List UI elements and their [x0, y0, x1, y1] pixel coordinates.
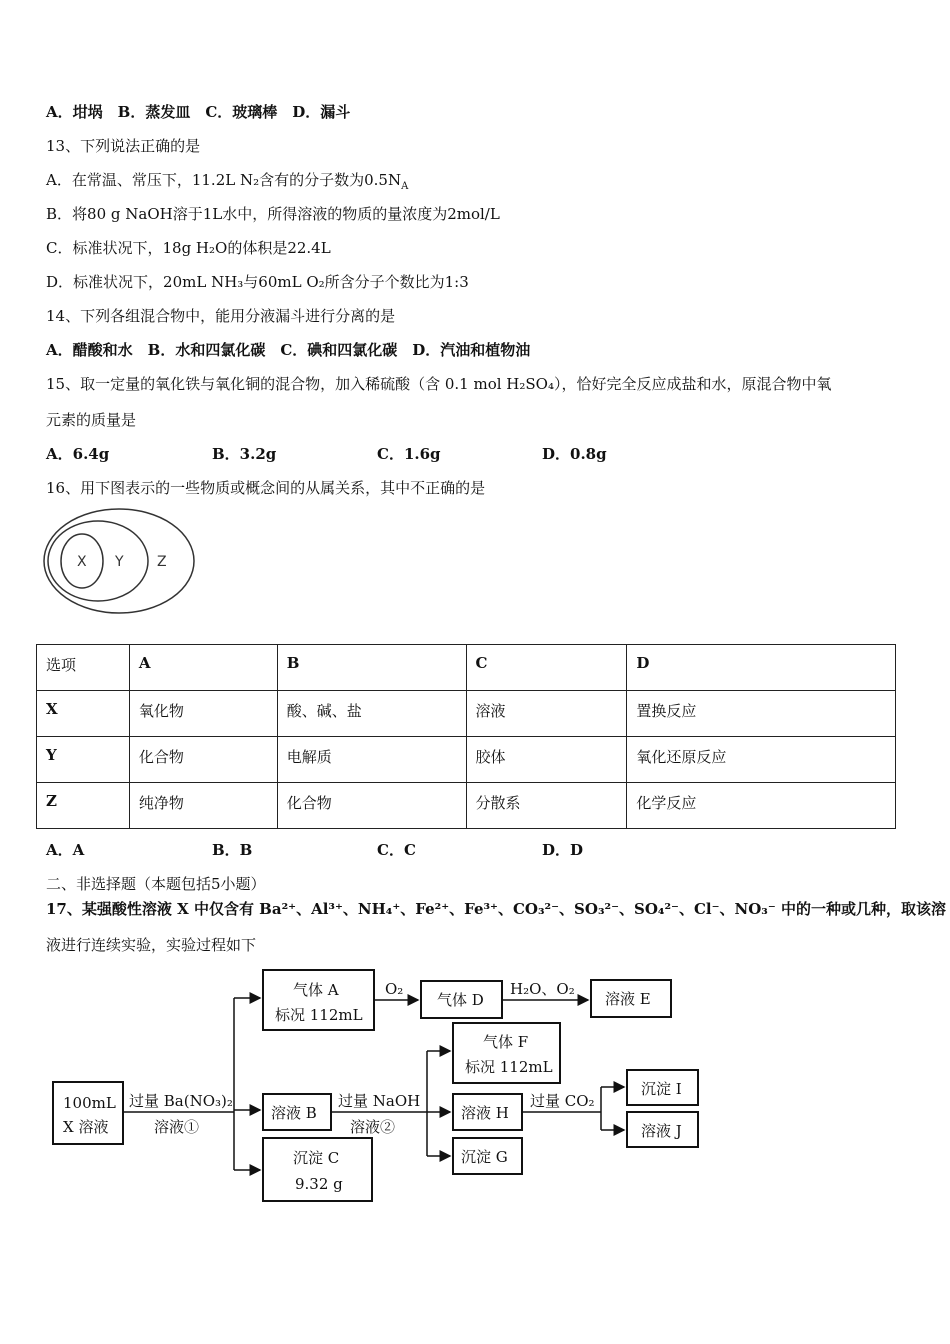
table-cell: 置换反应 — [627, 691, 896, 737]
q17-stem-line2: 液进行连续实验，实验过程如下 — [46, 936, 257, 954]
gas-f-label-1: 气体 F — [483, 1033, 529, 1051]
h2o-o2-label: H₂O、O₂ — [510, 980, 575, 998]
q15-option-a: A．6.4g — [46, 445, 110, 463]
venn-middle-ellipse — [48, 521, 148, 601]
co2-label: 过量 CO₂ — [530, 1092, 595, 1110]
table-cell: 氧化还原反应 — [627, 737, 896, 783]
q16-option-c: C．C — [377, 841, 416, 859]
q17-flowchart — [0, 960, 950, 1210]
gas-d-label: 气体 D — [437, 991, 484, 1009]
q13-option-b: B．将80 g NaOH溶于1L水中，所得溶液的物质的量浓度为2mol/L — [46, 205, 500, 223]
prec-c-label-1: 沉淀 C — [293, 1149, 340, 1167]
sol-b-label: 溶液 B — [271, 1104, 317, 1122]
q13-option-a-text: A．在常温、常压下，11.2L N₂含有的分子数为0.5N — [46, 171, 402, 189]
q16-option-a: A．A — [46, 841, 85, 859]
section2-heading: 二、非选择题（本题包括5小题） — [46, 875, 266, 893]
gas-a-label-1: 气体 A — [293, 981, 339, 999]
table-row — [37, 691, 896, 737]
q15-option-b: B．3.2g — [212, 445, 277, 463]
gas-a-label-2: 标况 112mL — [275, 1006, 363, 1024]
table-cell: 化合物 — [277, 783, 466, 829]
q15-stem-line1: 15、取一定量的氧化铁与氧化铜的混合物，加入稀硫酸（含 0.1 mol H₂SO₄），恰好完全反应成盐和水，原混合物中氧 — [46, 375, 832, 393]
table-cell: 溶液 — [466, 691, 627, 737]
sol-h-label: 溶液 H — [461, 1104, 509, 1122]
q15-option-d: D．0.8g — [542, 445, 607, 463]
q13-option-c: C．标准状况下，18g H₂O的体积是22.4L — [46, 239, 331, 257]
q16-stem: 16、用下图表示的一些物质或概念间的从属关系，其中不正确的是 — [46, 479, 486, 497]
q16-option-b: B．B — [212, 841, 253, 859]
venn-label-z: Z — [157, 554, 167, 570]
venn-label-y: Y — [115, 554, 124, 570]
table-cell: 酸、碱、盐 — [277, 691, 466, 737]
table-cell: 胶体 — [466, 737, 627, 783]
table-header-cell: C — [466, 645, 627, 691]
table-header-cell: 选项 — [37, 645, 130, 691]
start-label-2: X 溶液 — [63, 1118, 109, 1136]
table-cell: 纯净物 — [129, 783, 277, 829]
q13-option-a-sub: A — [401, 181, 409, 192]
q12-options: A．坩埚 B．蒸发皿 C．玻璃棒 D．漏斗 — [46, 103, 351, 121]
table-cell: 分散系 — [466, 783, 627, 829]
sol-e-label: 溶液 E — [605, 990, 651, 1008]
reagent1-label-2: 溶液① — [154, 1118, 200, 1136]
q15-stem-line2: 元素的质量是 — [46, 411, 137, 429]
q15-option-c: C．1.6g — [377, 445, 441, 463]
q13-stem: 13、下列说法正确的是 — [46, 137, 201, 155]
table-header-cell: D — [627, 645, 896, 691]
table-cell: 化合物 — [129, 737, 277, 783]
gas-f-label-2: 标况 112mL — [465, 1058, 553, 1076]
reagent2-label-1: 过量 NaOH — [338, 1092, 421, 1110]
q16-table — [36, 644, 896, 829]
o2-label: O₂ — [385, 980, 404, 998]
table-cell: Z — [37, 783, 130, 829]
table-cell: 化学反应 — [627, 783, 896, 829]
table-header-cell: A — [129, 645, 277, 691]
q13-option-d: D．标准状况下，20mL NH₃与60mL O₂所含分子个数比为1:3 — [46, 273, 469, 291]
sol-j-label: 溶液 J — [641, 1122, 682, 1140]
table-row — [37, 783, 896, 829]
table-cell: Y — [37, 737, 130, 783]
table-cell: 氧化物 — [129, 691, 277, 737]
table-cell: 电解质 — [277, 737, 466, 783]
start-label-1: 100mL — [63, 1094, 116, 1112]
venn-diagram — [40, 506, 205, 618]
table-header-row — [37, 645, 896, 691]
q14-options: A．醋酸和水 B．水和四氯化碳 C．碘和四氯化碳 D．汽油和植物油 — [46, 341, 531, 359]
venn-label-x: X — [77, 554, 87, 570]
q16-option-d: D．D — [542, 841, 584, 859]
q14-stem: 14、下列各组混合物中，能用分液漏斗进行分离的是 — [46, 307, 396, 325]
q17-stem-line1: 17、某强酸性溶液 X 中仅含有 Ba²⁺、Al³⁺、NH₄⁺、Fe²⁺、Fe³⁺、CO₃²⁻、SO₃²⁻、SO₄²⁻、Cl⁻、NO₃⁻ 中的一种或几种，取该溶 — [46, 900, 946, 918]
prec-c-label-2: 9.32 g — [295, 1175, 343, 1193]
table-cell: X — [37, 691, 130, 737]
table-row — [37, 737, 896, 783]
prec-i-label: 沉淀 I — [641, 1080, 682, 1098]
q13-option-a — [46, 170, 408, 197]
reagent1-label-1: 过量 Ba(NO₃)₂ — [129, 1092, 233, 1110]
reagent2-label-2: 溶液② — [350, 1118, 396, 1136]
table-header-cell: B — [277, 645, 466, 691]
prec-g-label: 沉淀 G — [461, 1148, 508, 1166]
